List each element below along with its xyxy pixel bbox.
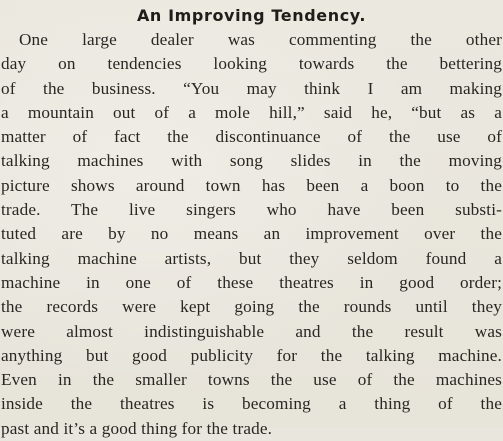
article-line: tuted are by no means an improvement over the (1, 224, 502, 244)
article-heading: An Improving Tendency. (136, 6, 367, 25)
article-line: past and it’s a good thing for the trade. (1, 418, 273, 438)
article-line: talking machine artists, but they seldom found a (1, 248, 502, 268)
article-line: trade. The live singers who have been substi- (1, 200, 502, 220)
article-line: a mountain out of a mole hill,” said he, “but as a (1, 102, 502, 122)
article-line: Even in the smaller towns the use of the machines (1, 370, 502, 390)
article-line: day on tendencies looking towards the bettering (1, 54, 502, 74)
article-line: anything but good publicity for the talking machine. (1, 345, 502, 365)
article-line: picture shows around town has been a boon to the (1, 175, 502, 195)
article-body (0, 28, 503, 441)
article-line: the records were kept going the rounds until they (1, 297, 502, 317)
article-line: talking machines with song slides in the moving (1, 151, 502, 171)
article-line: of the business. “You may think I am making (1, 78, 502, 98)
article-line: machine in one of these theatres in good order; (1, 272, 502, 292)
article-line: matter of fact the discontinuance of the use of (1, 127, 502, 147)
article-line: One large dealer was commenting the other (19, 30, 502, 49)
article-line: were almost indistinguishable and the result was (1, 321, 502, 341)
article-line: inside the theatres is becoming a thing of the (1, 394, 502, 414)
